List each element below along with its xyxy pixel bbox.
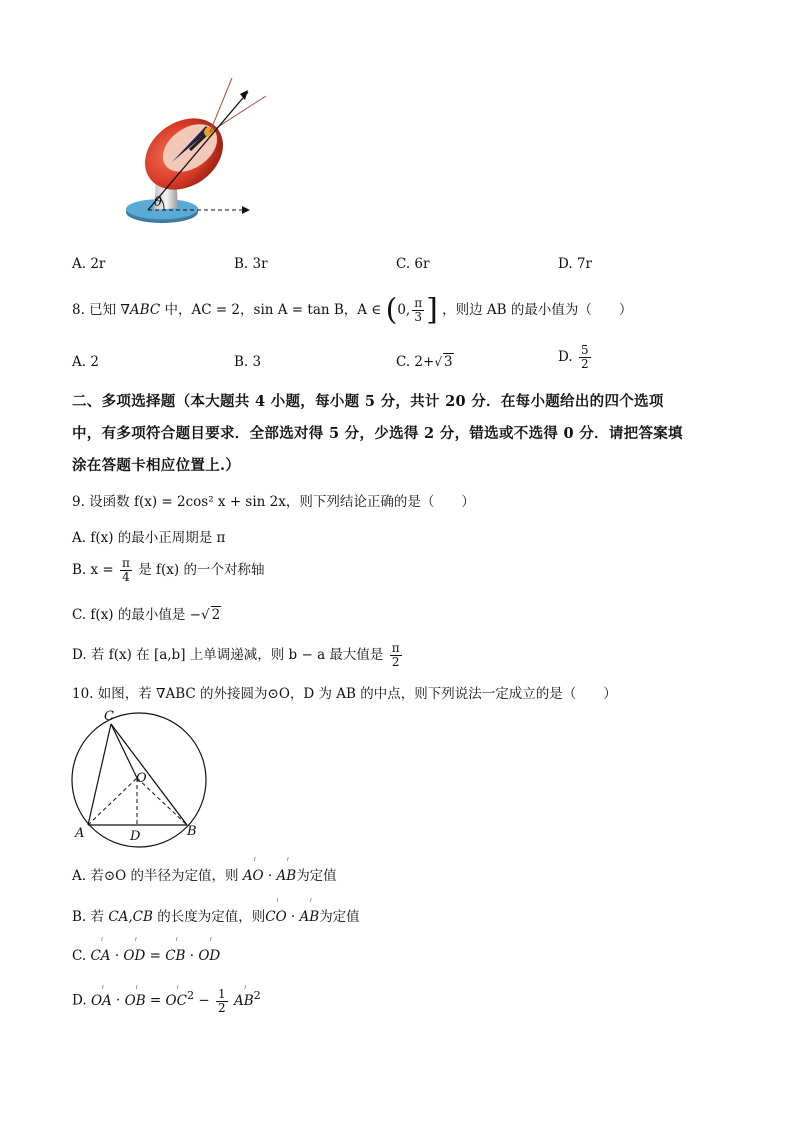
q10-c-v4: ꜛ OD: [198, 948, 220, 964]
q8-interval-left: 0,: [397, 302, 411, 318]
q7-options: [72, 256, 732, 280]
feed-horn: [204, 127, 214, 137]
q9-c-root: 2: [211, 607, 221, 623]
theta-label: θ: [154, 195, 162, 210]
q10-a-prefix: A. 若⊙O 的半径为定值，则: [72, 868, 239, 884]
q9-c-prefix: C. f(x) 的最小值是 −: [72, 607, 201, 623]
q8-left-paren: (: [385, 292, 398, 328]
q10-b-mid: CA,CB: [108, 909, 153, 925]
q8-options: [72, 343, 732, 384]
q8-right-bracket: ]: [426, 292, 438, 328]
label-d: D: [130, 829, 141, 844]
q10-d-v3: ꜛ OC: [166, 985, 187, 1017]
q10-d-half: [216, 988, 228, 1015]
q8-option-d-frac: [579, 344, 591, 371]
q7-option-b[interactable]: B. 3r: [234, 256, 268, 272]
q8-fraction: [412, 297, 424, 324]
q10-c-v1: ꜛ CA: [90, 948, 110, 964]
q7-option-c[interactable]: C. 6r: [396, 256, 430, 272]
q10-d-half-den: 2: [218, 1000, 226, 1015]
q10-option-a[interactable]: A. 若⊙O 的半径为定值，则 ꜛ AO · ꜛ AB为定值: [72, 864, 337, 884]
q10-d-half-num: 1: [218, 986, 226, 1001]
q8-option-c-root: 3: [444, 354, 453, 370]
label-c: C: [104, 709, 114, 724]
q10-a-suffix: 为定值: [296, 868, 337, 884]
q9-option-d[interactable]: [72, 640, 404, 670]
satellite-dish-figure: [120, 70, 270, 230]
q10-b-v2: ꜛ AB: [300, 909, 320, 925]
q9-option-a[interactable]: A. f(x) 的最小正周期是 π: [72, 530, 226, 546]
q9-b-num: π: [122, 556, 130, 570]
label-b: B: [187, 824, 197, 839]
q9-option-c[interactable]: C. f(x) 的最小值是 −√ 2: [72, 607, 221, 623]
q9-b-suffix: 是 f(x) 的一个对称轴: [138, 562, 265, 578]
q9-b-frac: [120, 557, 132, 584]
q10-b-prefix: B. 若: [72, 909, 105, 925]
q8-option-d-num: 5: [580, 343, 589, 357]
q8-option-d-prefix: D.: [558, 349, 573, 365]
q8-three: 3: [414, 310, 422, 324]
section2-line1: 二、多项选择题（本大题共 4 小题，每小题 5 分，共计 20 分．在每小题给出的四个选项: [72, 393, 664, 410]
q8-option-d-den: 2: [580, 357, 589, 371]
q8-suffix: ，则边 AB 的最小值为（ ）: [442, 302, 633, 318]
q9-option-b[interactable]: [72, 556, 264, 584]
q10-d-v1: ꜛ OA: [91, 985, 112, 1017]
q10-c-prefix: C.: [72, 948, 87, 964]
q10-d-prefix: D.: [72, 992, 87, 1009]
section2-line3: 涂在答题卡相应位置上.）: [72, 457, 241, 474]
q10-option-c[interactable]: C. ꜛ CA · ꜛ OD = ꜛ CB · ꜛ OD: [72, 948, 220, 964]
q10-option-d[interactable]: D. ꜛ OA · ꜛ OB = ꜛ $OC^2$ − $\frac{1}{2}$ ꜛ $AB^2$: [72, 980, 261, 1017]
q8-option-c-prefix: C. 2+: [396, 354, 435, 370]
section2-line2: 中，有多项符合题目要求．全部选对得 5 分，少选得 2 分，错选或不选得 0 分．请把答案填: [72, 425, 683, 442]
q9-b-prefix: B. x =: [72, 562, 114, 578]
q10-b-v1: ꜛ CO: [265, 909, 286, 925]
q10-b-mid2: 的长度为定值，则: [157, 909, 266, 925]
q10-option-b[interactable]: B. 若 CA,CB 的长度为定值，则ꜛ CO · ꜛ AB为定值: [72, 905, 360, 925]
q10-stem: 10. 如图，若 ∇ABC 的外接圆为⊙O，D 为 AB 的中点，则下列说法一定成立的是（ ）: [72, 686, 617, 702]
q10-d-v4: ꜛ AB: [234, 985, 254, 1017]
q8-mid: 中，AC = 2，sin A = tan B，A ∈: [164, 302, 382, 318]
q8-stem: [72, 292, 632, 328]
q10-a-v1: ꜛ AO: [243, 868, 264, 884]
q9-d-frac: [390, 642, 402, 669]
q7-option-a[interactable]: A. 2r: [72, 256, 106, 272]
q10-c-v3: ꜛ CB: [165, 948, 185, 964]
q9-stem: 9. 设函数 f(x) = 2cos² x + sin 2x，则下列结论正确的是（ ）: [72, 494, 475, 510]
q9-d-den: 2: [391, 655, 400, 669]
q7-option-d[interactable]: D. 7r: [558, 256, 592, 272]
q9-d-num: π: [391, 641, 400, 655]
q8-triangle: ∇ABC: [120, 302, 161, 318]
q10-a-v2: ꜛ AB: [277, 868, 297, 884]
q10-d-v2: ꜛ OB: [125, 985, 146, 1017]
q8-pi: π: [414, 296, 423, 310]
label-a: A: [75, 826, 85, 841]
circumcircle-figure: [66, 704, 226, 854]
q8-option-d[interactable]: [558, 344, 593, 371]
q8-option-c[interactable]: C. 2+√ 3: [396, 354, 453, 370]
q9-d-prefix: D. 若 f(x) 在 [a,b] 上单调递减，则 b − a 最大值是: [72, 647, 384, 663]
label-o: O: [136, 771, 147, 786]
q9-b-den: 4: [122, 570, 130, 584]
q8-option-a[interactable]: A. 2: [72, 354, 99, 370]
q8-prefix: 8. 已知: [72, 302, 117, 318]
q10-b-suffix: 为定值: [319, 909, 360, 925]
q10-c-v2: ꜛ OD: [123, 948, 145, 964]
q8-option-b[interactable]: B. 3: [234, 354, 262, 370]
